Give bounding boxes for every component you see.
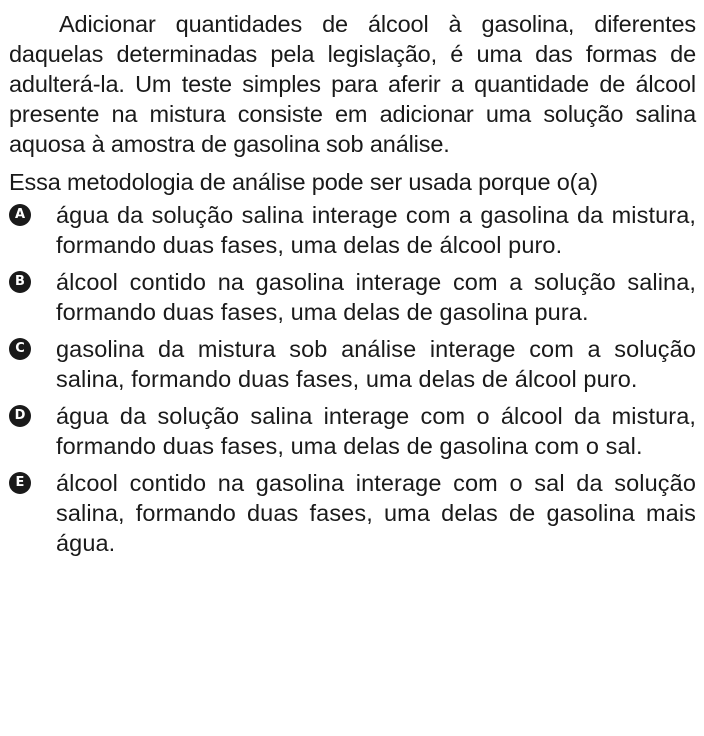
option-c-text: gasolina da mistura sob análise interage com a solução salina, formando duas fases, uma delas de álcool puro.	[56, 336, 696, 392]
option-e-letter-icon: E	[9, 472, 31, 494]
option-b-text: álcool contido na gasolina interage com a solução salina, formando duas fases, uma delas de gasolina pura.	[56, 269, 696, 325]
option-a-letter-icon: A	[9, 204, 31, 226]
option-d-letter-icon: D	[9, 405, 31, 427]
option-d-text: água da solução salina interage com o álcool da mistura, formando duas fases, uma delas de gasolina com o sal.	[56, 403, 696, 459]
option-e[interactable]	[9, 468, 696, 558]
option-a[interactable]	[9, 200, 696, 260]
option-c[interactable]	[9, 334, 696, 394]
option-b[interactable]	[9, 267, 696, 327]
option-a-text: água da solução salina interage com a gasolina da mistura, formando duas fases, uma delas de álcool puro.	[56, 202, 696, 258]
question-stem: Adicionar quantidades de álcool à gasolina, diferentes daquelas determinadas pela legislação, é uma das formas de adulterá-la. Um teste simples para aferir a quantidade de álcool presente na mistura consiste em adicionar uma solução salina aquosa à amostra de gasolina sob análise.	[9, 11, 696, 157]
question-prompt: Essa metodologia de análise pode ser usada porque o(a)	[9, 169, 598, 195]
option-e-text: álcool contido na gasolina interage com o sal da solução salina, formando duas fases, uma delas de gasolina mais água.	[56, 470, 696, 556]
option-d[interactable]	[9, 401, 696, 461]
answer-options	[9, 200, 696, 558]
option-b-letter-icon: B	[9, 271, 31, 293]
option-c-letter-icon: C	[9, 338, 31, 360]
